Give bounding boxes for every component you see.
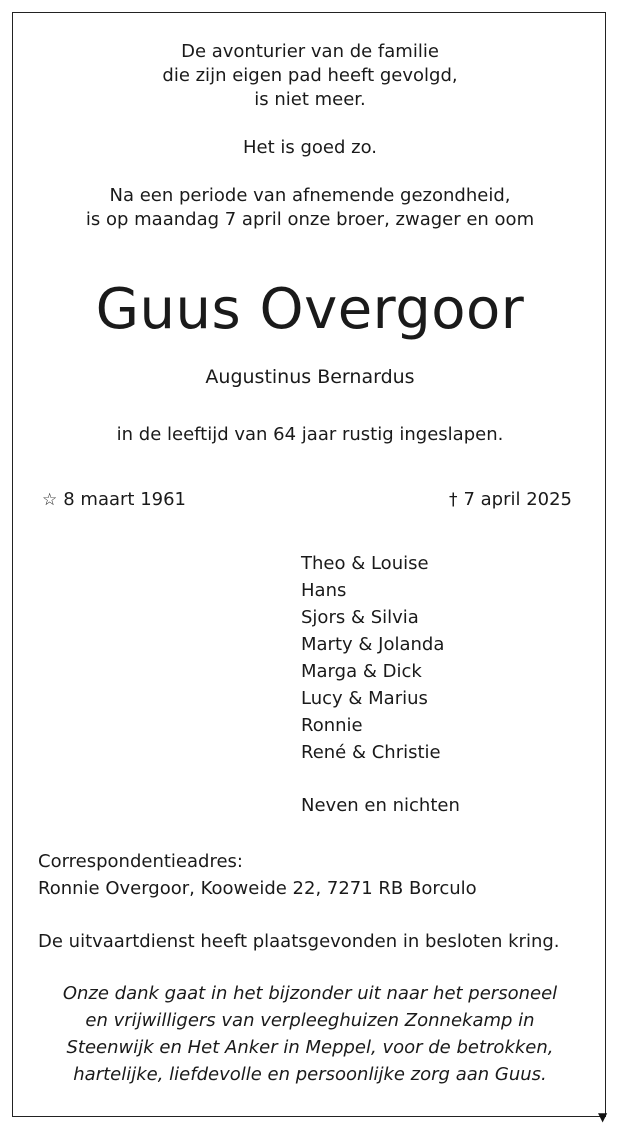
family-member: Theo & Louise <box>301 553 429 574</box>
cross-icon: † <box>448 490 458 510</box>
thanks-line: Steenwijk en Het Anker in Meppel, voor de betrokken, <box>66 1037 554 1058</box>
age-line: in de leeftijd van 64 jaar rustig ingeslapen. <box>116 424 504 445</box>
intro-text <box>0 40 620 232</box>
family-member: Ronnie <box>301 715 363 736</box>
thanks-text <box>0 980 620 1088</box>
intro-line: is op maandag 7 april onze broer, zwager en oom <box>85 209 535 230</box>
star-icon: ☆ <box>42 490 58 510</box>
service-note: De uitvaartdienst heeft plaatsgevonden in besloten kring. <box>38 931 560 952</box>
intro-line: die zijn eigen pad heeft gevolgd, <box>162 65 458 86</box>
birth-date-text: 8 maart 1961 <box>63 489 187 510</box>
intro-line: is niet meer. <box>254 89 366 110</box>
thanks-line: en vrijwilligers van verpleeghuizen Zonnekamp in <box>85 1010 535 1031</box>
correspondence-text: Ronnie Overgoor, Kooweide 22, 7271 RB Borculo <box>38 878 477 899</box>
thanks-line: Onze dank gaat in het bijzonder uit naar het personeel <box>62 983 558 1004</box>
given-names: Augustinus Bernardus <box>205 366 415 388</box>
death-date <box>449 486 572 514</box>
birth-date <box>42 486 186 514</box>
correspondence-address <box>38 848 477 902</box>
family-member: Marga & Dick <box>301 661 422 682</box>
family-member: Hans <box>301 580 347 601</box>
correspondence-label: Correspondentieadres: <box>38 851 243 872</box>
family-member: Lucy & Marius <box>301 688 428 709</box>
family-member: René & Christie <box>301 742 441 763</box>
deceased-name: Guus Overgoor <box>95 277 525 342</box>
family-list <box>301 550 460 819</box>
intro-line: De avonturier van de familie <box>181 41 439 62</box>
family-member: Sjors & Silvia <box>301 607 419 628</box>
corner-arrow-icon: ▼ <box>598 1110 608 1124</box>
thanks-line: hartelijke, liefdevolle en persoonlijke zorg aan Guus. <box>73 1064 547 1085</box>
intro-line: Na een periode van afnemende gezondheid, <box>109 185 511 206</box>
death-date-text: 7 april 2025 <box>463 489 572 510</box>
intro-line: Het is goed zo. <box>242 137 377 158</box>
family-member: Marty & Jolanda <box>301 634 445 655</box>
family-extra: Neven en nichten <box>301 795 460 816</box>
